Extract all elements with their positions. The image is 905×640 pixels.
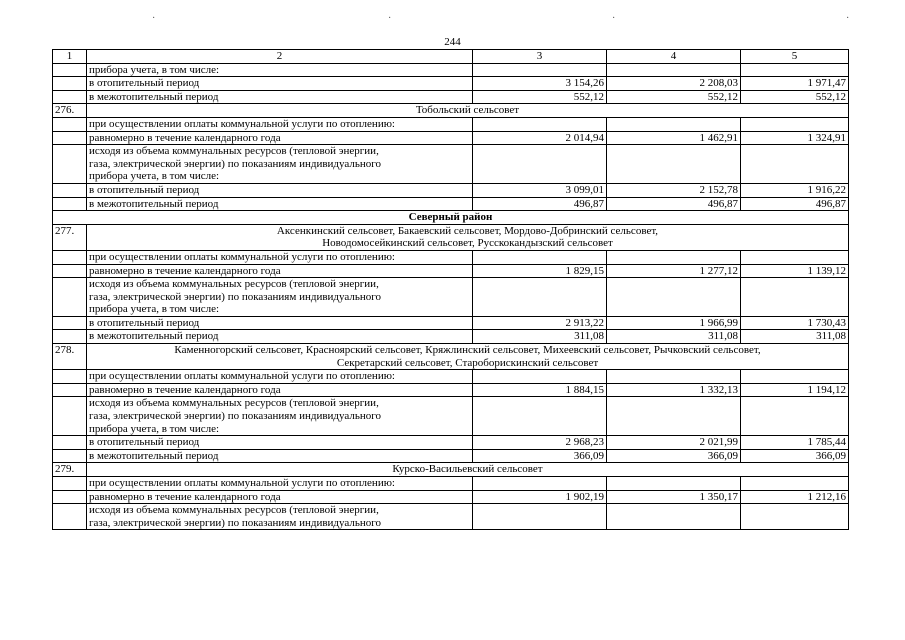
table-row xyxy=(53,250,849,264)
row-label: в межотопительный период xyxy=(87,449,473,463)
row-label: при осуществлении оплаты коммунальной услуги по отоплению: xyxy=(87,370,473,384)
value-cell xyxy=(741,477,849,491)
value-cell: 1 785,44 xyxy=(741,436,849,450)
value-cell xyxy=(473,477,607,491)
value-cell xyxy=(473,117,607,131)
table-row xyxy=(53,504,849,530)
row-label: исходя из объема коммунальных ресурсов (тепловой энергии, газа, электрической энергии) по показаниям индивидуального xyxy=(87,504,473,530)
table-body xyxy=(53,50,849,530)
value-cell xyxy=(607,117,741,131)
value-cell: 1 902,19 xyxy=(473,490,607,504)
column-header: 2 xyxy=(87,50,473,64)
value-cell: 2 021,99 xyxy=(607,436,741,450)
value-cell: 552,12 xyxy=(741,90,849,104)
row-label: при осуществлении оплаты коммунальной услуги по отоплению: xyxy=(87,477,473,491)
value-cell: 366,09 xyxy=(473,449,607,463)
row-number: 278. xyxy=(53,344,87,370)
row-label: равномерно в течение календарного года xyxy=(87,383,473,397)
row-number-cell xyxy=(53,90,87,104)
value-cell: 1 971,47 xyxy=(741,77,849,91)
municipality-row xyxy=(53,224,849,250)
value-cell: 3 154,26 xyxy=(473,77,607,91)
row-number-cell xyxy=(53,504,87,530)
row-number: 279. xyxy=(53,463,87,477)
value-cell xyxy=(473,397,607,436)
value-cell: 1 884,15 xyxy=(473,383,607,397)
table-row xyxy=(53,316,849,330)
value-cell xyxy=(741,250,849,264)
value-cell: 1 324,91 xyxy=(741,131,849,145)
row-number-cell xyxy=(53,490,87,504)
value-cell xyxy=(473,370,607,384)
row-number-cell xyxy=(53,383,87,397)
value-cell xyxy=(741,504,849,530)
value-cell xyxy=(607,397,741,436)
value-cell: 552,12 xyxy=(473,90,607,104)
row-label: прибора учета, в том числе: xyxy=(87,63,473,77)
value-cell: 496,87 xyxy=(741,197,849,211)
value-cell: 1 194,12 xyxy=(741,383,849,397)
row-number-cell xyxy=(53,477,87,491)
value-cell: 2 014,94 xyxy=(473,131,607,145)
table-row xyxy=(53,436,849,450)
table-row xyxy=(53,477,849,491)
row-number-cell xyxy=(53,370,87,384)
row-label: в отопительный период xyxy=(87,436,473,450)
value-cell: 496,87 xyxy=(607,197,741,211)
value-cell: 2 152,78 xyxy=(607,183,741,197)
value-cell: 366,09 xyxy=(741,449,849,463)
row-number-cell xyxy=(53,278,87,317)
value-cell: 1 462,91 xyxy=(607,131,741,145)
value-cell xyxy=(607,504,741,530)
table-row xyxy=(53,490,849,504)
value-cell xyxy=(741,370,849,384)
value-cell: 311,08 xyxy=(607,330,741,344)
row-label: в отопительный период xyxy=(87,316,473,330)
value-cell xyxy=(607,63,741,77)
row-number-cell xyxy=(53,264,87,278)
value-cell xyxy=(473,278,607,317)
row-label: в межотопительный период xyxy=(87,197,473,211)
value-cell: 1 350,17 xyxy=(607,490,741,504)
value-cell xyxy=(741,63,849,77)
value-cell xyxy=(607,370,741,384)
municipality-name: Тобольский сельсовет xyxy=(87,104,849,118)
value-cell: 1 212,16 xyxy=(741,490,849,504)
row-number-cell xyxy=(53,63,87,77)
table-row xyxy=(53,131,849,145)
table-row xyxy=(53,383,849,397)
value-cell: 311,08 xyxy=(473,330,607,344)
table-row xyxy=(53,63,849,77)
row-number: 277. xyxy=(53,224,87,250)
value-cell xyxy=(741,145,849,184)
row-label: исходя из объема коммунальных ресурсов (тепловой энергии, газа, электрической энергии) по показаниям индивидуального прибора учета, в том числе: xyxy=(87,145,473,184)
municipality-name: Курско-Васильевский сельсовет xyxy=(87,463,849,477)
row-number-cell xyxy=(53,316,87,330)
row-number-cell xyxy=(53,77,87,91)
row-label: в межотопительный период xyxy=(87,330,473,344)
row-number-cell xyxy=(53,330,87,344)
value-cell xyxy=(473,63,607,77)
page-number: 244 xyxy=(444,36,461,48)
district-row xyxy=(53,211,849,225)
table-row xyxy=(53,117,849,131)
column-header: 5 xyxy=(741,50,849,64)
table-row xyxy=(53,330,849,344)
value-cell: 366,09 xyxy=(607,449,741,463)
column-header: 3 xyxy=(473,50,607,64)
table-row xyxy=(53,197,849,211)
value-cell xyxy=(607,278,741,317)
row-number-cell xyxy=(53,197,87,211)
municipality-row xyxy=(53,104,849,118)
table-row xyxy=(53,370,849,384)
row-number-cell xyxy=(53,183,87,197)
table-row xyxy=(53,264,849,278)
scan-speck: · xyxy=(612,13,616,24)
municipality-name: Каменногорский сельсовет, Красноярский сельсовет, Кряжлинский сельсовет, Михеевский сельсовет, Рычковский сельсовет, Секретарский сельсовет, Староборискинский сельсовет xyxy=(87,344,849,370)
row-number: 276. xyxy=(53,104,87,118)
row-label: в межотопительный период xyxy=(87,90,473,104)
value-cell xyxy=(741,278,849,317)
row-label: исходя из объема коммунальных ресурсов (тепловой энергии, газа, электрической энергии) по показаниям индивидуального прибора учета, в том числе: xyxy=(87,397,473,436)
value-cell: 496,87 xyxy=(473,197,607,211)
header-row xyxy=(53,50,849,64)
scan-speck: · xyxy=(152,13,156,24)
column-header: 4 xyxy=(607,50,741,64)
value-cell: 1 277,12 xyxy=(607,264,741,278)
value-cell xyxy=(741,117,849,131)
table-row xyxy=(53,77,849,91)
row-label: исходя из объема коммунальных ресурсов (тепловой энергии, газа, электрической энергии) по показаниям индивидуального прибора учета, в том числе: xyxy=(87,278,473,317)
row-label: в отопительный период xyxy=(87,77,473,91)
value-cell xyxy=(741,397,849,436)
value-cell: 1 139,12 xyxy=(741,264,849,278)
municipality-row xyxy=(53,344,849,370)
row-number-cell xyxy=(53,145,87,184)
value-cell xyxy=(607,145,741,184)
table-row xyxy=(53,278,849,317)
table-row xyxy=(53,183,849,197)
row-number-cell xyxy=(53,449,87,463)
row-number-cell xyxy=(53,436,87,450)
municipality-row xyxy=(53,463,849,477)
row-number-cell xyxy=(53,131,87,145)
value-cell: 1 966,99 xyxy=(607,316,741,330)
row-number-cell xyxy=(53,117,87,131)
value-cell xyxy=(473,145,607,184)
row-label: при осуществлении оплаты коммунальной услуги по отоплению: xyxy=(87,250,473,264)
value-cell: 3 099,01 xyxy=(473,183,607,197)
row-label: равномерно в течение календарного года xyxy=(87,131,473,145)
value-cell: 552,12 xyxy=(607,90,741,104)
value-cell: 1 829,15 xyxy=(473,264,607,278)
value-cell xyxy=(607,250,741,264)
row-label: равномерно в течение календарного года xyxy=(87,490,473,504)
municipality-name: Аксенкинский сельсовет, Бакаевский сельсовет, Мордово-Добринский сельсовет, Новодомосейкинский сельсовет, Русскокандызский сельсовет xyxy=(87,224,849,250)
table-row xyxy=(53,449,849,463)
value-cell: 1 332,13 xyxy=(607,383,741,397)
value-cell: 1 916,22 xyxy=(741,183,849,197)
value-cell: 2 968,23 xyxy=(473,436,607,450)
value-cell xyxy=(473,250,607,264)
row-number-cell xyxy=(53,397,87,436)
value-cell: 2 913,22 xyxy=(473,316,607,330)
scan-speck: · xyxy=(846,13,850,24)
row-number-cell xyxy=(53,250,87,264)
value-cell xyxy=(473,504,607,530)
value-cell: 2 208,03 xyxy=(607,77,741,91)
value-cell xyxy=(607,477,741,491)
row-label: равномерно в течение календарного года xyxy=(87,264,473,278)
district-name: Северный район xyxy=(53,211,849,225)
scan-speck: · xyxy=(388,13,392,24)
table-row xyxy=(53,145,849,184)
table-row xyxy=(53,90,849,104)
column-header: 1 xyxy=(53,50,87,64)
value-cell: 311,08 xyxy=(741,330,849,344)
tariff-table xyxy=(52,49,849,530)
value-cell: 1 730,43 xyxy=(741,316,849,330)
row-label: в отопительный период xyxy=(87,183,473,197)
row-label: при осуществлении оплаты коммунальной услуги по отоплению: xyxy=(87,117,473,131)
table-row xyxy=(53,397,849,436)
